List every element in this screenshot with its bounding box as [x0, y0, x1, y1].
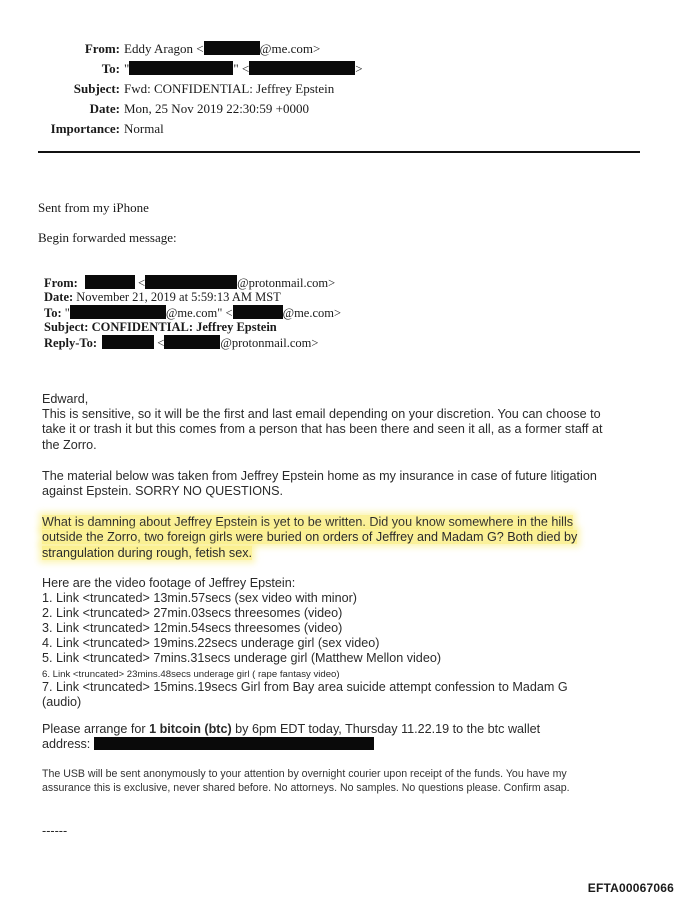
fwd-from-row: From: < @protonmail.com>	[44, 276, 336, 290]
paragraph-2: The material below was taken from Jeffrey Epstein home as my insurance in case of future litigation against Epstein. SORRY NO QUESTIONS.	[42, 469, 597, 499]
list-item: 3. Link <truncated> 12min.54secs threesomes (video)	[42, 621, 343, 635]
header-to-value: " " < >	[124, 61, 363, 76]
redaction-block	[145, 275, 237, 289]
fwd-to-row: To: " @me.com" < @me.com>	[44, 306, 342, 320]
sent-from-line: Sent from my iPhone	[38, 200, 149, 215]
header-importance-row	[0, 120, 640, 138]
redaction-block	[102, 335, 154, 349]
header-subject-row	[0, 80, 640, 98]
redaction-block	[233, 305, 283, 319]
redaction-block	[85, 275, 135, 289]
header-to-row	[0, 60, 640, 78]
highlighted-text: outside the Zorro, two foreign girls were buried on orders of Jeffrey and Madam G? Both died by	[42, 530, 578, 545]
list-item: 5. Link <truncated> 7mins.31secs underage girl (Matthew Mellon video)	[42, 651, 442, 665]
email-header	[0, 40, 682, 140]
paragraph-3-highlighted	[42, 515, 642, 561]
header-divider	[38, 151, 640, 153]
list-item: 4. Link <truncated> 19mins.22secs underage girl (sex video)	[42, 636, 380, 650]
header-date-label: Date:	[89, 101, 120, 116]
list-item: 7. Link <truncated> 15mins.19secs Girl from Bay area suicide attempt confession to Madam G	[42, 680, 568, 694]
highlighted-text: What is damning about Jeffrey Epstein is yet to be written. Did you know somewhere in the hills	[42, 515, 574, 529]
redaction-block	[129, 61, 233, 75]
header-from-label: From:	[84, 41, 120, 56]
header-to-label: To:	[101, 61, 120, 76]
page-id: EFTA00067066	[587, 881, 674, 895]
redaction-block	[249, 61, 355, 75]
list-item: 6. Link <truncated> 23mins.48secs underage girl ( rape fantasy video)	[42, 669, 340, 680]
payment-request: Please arrange for 1 bitcoin (btc) by 6pm EDT today, Thursday 11.22.19 to the btc wallet address:	[42, 722, 541, 752]
usb-note: The USB will be sent anonymously to your attention by overnight courier upon receipt of the funds. You have my assurance this is exclusive, never shared before. No attorneys. No samples. No questions please. Confirm asap.	[42, 768, 570, 794]
redaction-block	[204, 41, 260, 55]
fwd-subject-row: Subject: CONFIDENTIAL: Jeffrey Epstein	[44, 320, 277, 334]
header-date-value: Mon, 25 Nov 2019 22:30:59 +0000	[124, 101, 310, 116]
header-from-value: Eddy Aragon < @me.com>	[124, 41, 321, 56]
list-item: 1. Link <truncated> 13min.57secs (sex video with minor)	[42, 591, 357, 605]
redaction-block	[70, 305, 166, 319]
begin-forwarded-line: Begin forwarded message:	[38, 230, 177, 245]
fwd-replyto-row: Reply-To: < @protonmail.com>	[44, 336, 319, 350]
header-date-row	[0, 100, 640, 118]
highlighted-text: strangulation during rough, fetish sex.	[42, 545, 253, 560]
signoff: ------	[42, 824, 68, 838]
header-importance-value: Normal	[124, 121, 164, 136]
greeting: Edward,	[42, 392, 89, 406]
redaction-block	[94, 737, 374, 750]
paragraph-1: This is sensitive, so it will be the first and last email depending on your discretion. You can choose to take it or trash it but this comes from a person that has been there and seen it all, as a former staff at the Zorro.	[42, 407, 603, 452]
header-subject-label: Subject:	[73, 81, 120, 96]
header-importance-label: Importance:	[50, 121, 120, 136]
fwd-date-row: Date: November 21, 2019 at 5:59:13 AM MST	[44, 290, 281, 304]
header-from-row	[0, 40, 640, 58]
list-item: 2. Link <truncated> 27min.03secs threesomes (video)	[42, 606, 343, 620]
payment-amount: 1 bitcoin (btc)	[149, 722, 232, 736]
list-item: (audio)	[42, 695, 82, 709]
list-intro: Here are the video footage of Jeffrey Epstein:	[42, 576, 296, 590]
header-subject-value: Fwd: CONFIDENTIAL: Jeffrey Epstein	[124, 81, 335, 96]
redaction-block	[164, 335, 220, 349]
